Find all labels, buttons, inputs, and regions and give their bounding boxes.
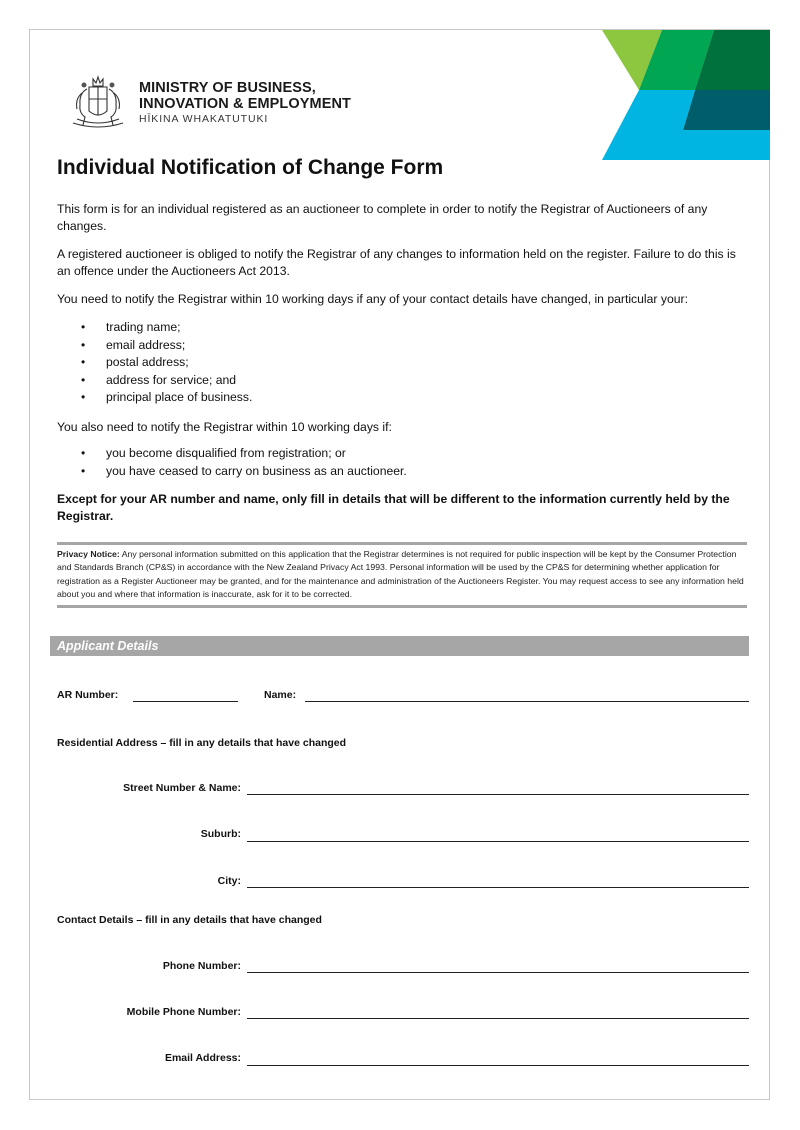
contact-items-list [81, 319, 252, 407]
form-title: Individual Notification of Change Form [57, 156, 444, 179]
list-item: • postal address; [81, 354, 252, 372]
org-line-1: MINISTRY OF BUSINESS, [139, 80, 316, 96]
list-item: • trading name; [81, 319, 252, 337]
ar-number-label: AR Number: [57, 689, 119, 701]
intro-paragraph: This form is for an individual registered as an auctioneer to complete in order to notify the Registrar of Auctioneers of any changes. [57, 202, 708, 233]
form-intro [57, 156, 749, 523]
list-item: • address for service; and [81, 372, 252, 390]
also-items-list [81, 445, 407, 480]
name-field[interactable] [305, 701, 749, 702]
phone-label: Phone Number: [162, 960, 241, 972]
ministry-name [139, 80, 351, 126]
city-label: City: [217, 875, 241, 887]
mobile-label: Mobile Phone Number: [126, 1006, 241, 1018]
corner-teal-shape [683, 90, 770, 130]
street-field[interactable] [247, 794, 749, 795]
contact-heading: Contact Details – fill in any details that have changed [57, 914, 322, 926]
privacy-notice [57, 542, 747, 608]
notify-also-paragraph: You also need to notify the Registrar within 10 working days if: [57, 420, 392, 434]
coat-of-arms-icon [67, 73, 129, 131]
email-field[interactable] [247, 1065, 749, 1066]
org-line-2: INNOVATION & EMPLOYMENT [139, 96, 352, 112]
obligation-paragraph: A registered auctioneer is obliged to notify the Registrar of any changes to information held on the register. Failure to do this is an offence under the Auctioneers Act 2013. [57, 247, 736, 278]
residential-heading: Residential Address – fill in any details that have changed [57, 737, 347, 749]
list-item: • you become disqualified from registration; or [81, 445, 407, 463]
mobile-field[interactable] [247, 1018, 749, 1019]
email-label: Email Address: [164, 1052, 241, 1064]
list-item: • you have ceased to carry on business as an auctioneer. [81, 463, 407, 481]
suburb-label: Suburb: [200, 828, 241, 840]
city-field[interactable] [247, 887, 749, 888]
list-item: • principal place of business. [81, 389, 252, 407]
instruction-paragraph: Except for your AR number and name, only fill in details that will be different to the information currently held by the Registrar. [57, 492, 730, 523]
corner-graphic [602, 30, 770, 160]
applicant-section-header: Applicant Details [50, 636, 749, 656]
name-label: Name: [264, 689, 297, 701]
privacy-label: Privacy Notice: [57, 549, 120, 559]
notify-contact-paragraph: You need to notify the Registrar within 10 working days if any of your contact details have changed, in particular your: [57, 292, 688, 306]
street-label: Street Number & Name: [123, 782, 241, 794]
suburb-field[interactable] [247, 841, 749, 842]
phone-field[interactable] [247, 972, 749, 973]
list-item: • email address; [81, 337, 252, 355]
privacy-text: Any personal information submitted on this application that the Registrar determines is not required for public inspection will be kept by the Consumer Protection and Standards Branch (CP&S) in accordance with the New Zealand Privacy Act 1993. Personal information will be used by the CP&S for determining whether application for registration as a Register Auctioneer may be granted, and for the maintenance and administration of the Auctioneers Register. You may request access to see any information held about you and where that information is inaccurate, ask for it to be corrected. [57, 549, 744, 600]
ar-number-field[interactable] [133, 701, 238, 702]
org-line-3: HĪKINA WHAKATUTUKI [139, 113, 269, 125]
